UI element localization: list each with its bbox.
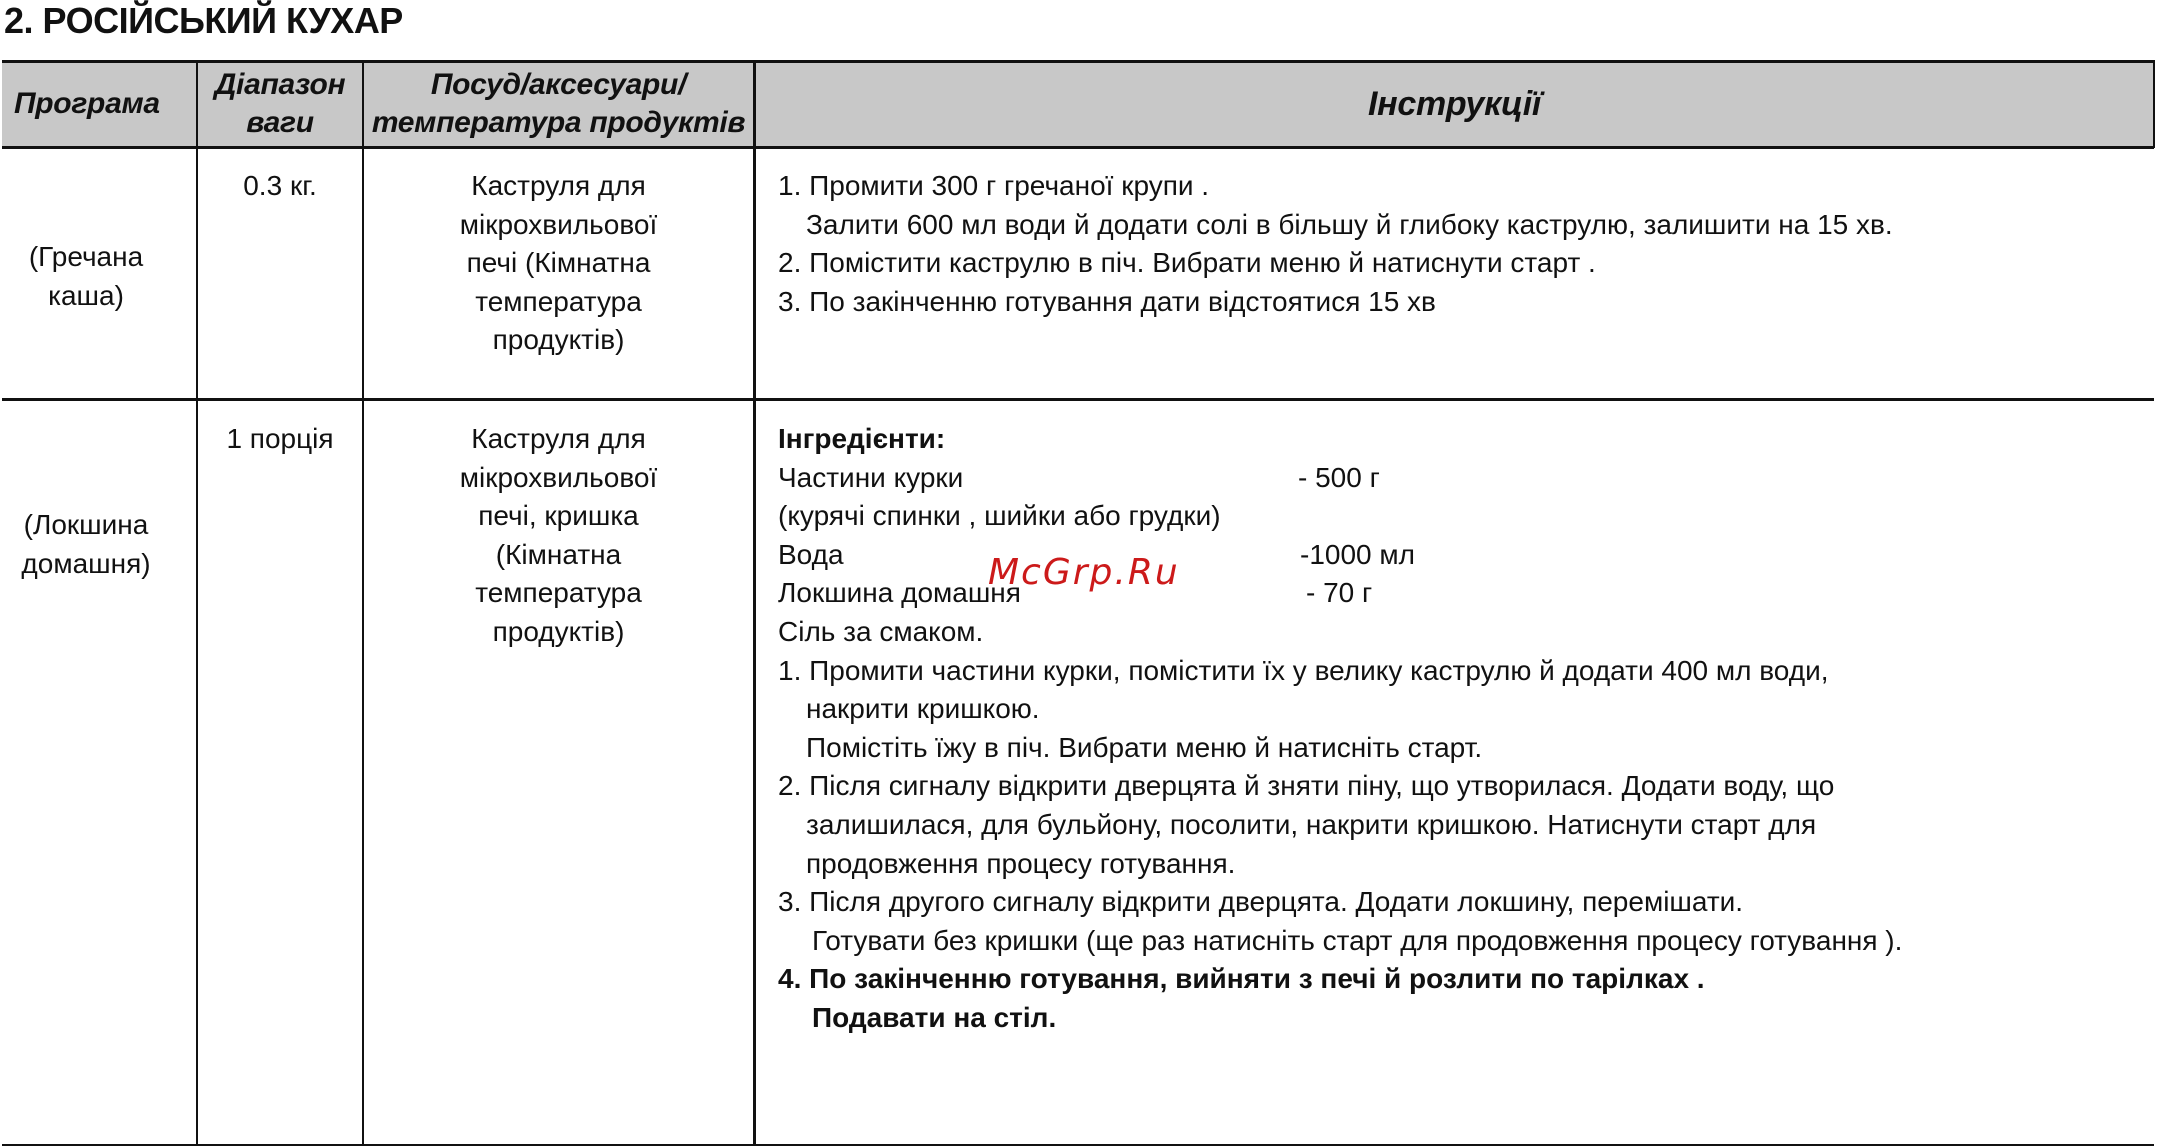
column-divider [196, 60, 198, 1146]
row1-step: Залити 600 мл води й додати солі в більшу й глибоку каструлю, залишити на 15 хв. [806, 208, 1893, 240]
row2-step: 2. Після сигналу відкрити дверцята й зняти піну, що утворилася. Додати воду, що [778, 770, 1835, 802]
row1-weight: 0.3 кг. [243, 170, 317, 201]
row1-dish [364, 167, 753, 360]
row2-program-line2: домашня) [21, 547, 151, 579]
row2-dish [364, 420, 753, 652]
ingredient-name: Частини курки [778, 461, 964, 493]
ingredient-name: (курячі спинки , шийки або грудки) [778, 500, 1221, 532]
ingredients-title: Інгредієнти: [778, 423, 946, 454]
ingredient-row [778, 459, 2148, 498]
row2-dish-line: мікрохвильової [459, 461, 658, 493]
row1-program-line2: каша) [48, 279, 124, 311]
page-title: 2. РОСІЙСЬКИЙ КУХАР [4, 0, 403, 41]
row1-program-line1: (Гречана [28, 241, 144, 272]
row1-dish-line: печі (Кімнатна [466, 247, 651, 279]
header-weight [198, 62, 362, 146]
ingredient-row [778, 613, 2148, 652]
row1-dish-line: температура [475, 285, 642, 317]
row2-dish-line: (Кімнатна [495, 538, 622, 570]
watermark: McGrp.Ru [988, 552, 1180, 593]
ingredient-row [778, 497, 2148, 536]
row2-step: накрити кришкою. [806, 693, 1040, 725]
header-instructions-label: Інструкції [1367, 85, 1541, 123]
row2-step-final: 4. По закінченню готування, вийняти з печі й розлити по тарілках . [778, 963, 1705, 995]
row2-dish-line: Каструля для [471, 423, 646, 454]
row2-instructions [778, 420, 2148, 1038]
ingredient-name: Сіль за смаком. [778, 615, 984, 647]
row1-step: 1. Промити 300 г гречаної крупи . [778, 170, 1210, 201]
row2-dish-line: печі, кришка [478, 500, 639, 532]
row2-step: залишилася, для бульйону, посолити, накрити кришкою. Натиснути старт для [806, 808, 1817, 840]
row-divider [2, 398, 2154, 401]
row1-program [0, 238, 172, 315]
row2-step: Готувати без кришки (ще раз натисніть старт для продовження процесу готування ). [812, 924, 1903, 956]
header-dish [364, 62, 753, 146]
row2-step: Помістіть їжу в піч. Вибрати меню й натисніть старт. [806, 731, 1483, 763]
row1-dish-line: продуктів) [492, 324, 625, 356]
row2-weight: 1 порція [226, 423, 334, 454]
row2-step: 1. Промити частини курки, помістити їх у велику каструлю й додати 400 мл води, [778, 654, 1829, 686]
row1-step: 3. По закінченню готування дати відстоятися 15 хв [778, 285, 1436, 317]
ingredient-amount: -1000 мл [1300, 538, 1415, 570]
row2-program [0, 506, 172, 583]
ingredient-row [778, 574, 2148, 613]
header-right-border [2153, 60, 2155, 148]
row2-dish-line: температура [475, 577, 642, 609]
header-dish-line1: Посуд/аксесуари/ [430, 68, 687, 101]
header-program [2, 62, 196, 146]
row2-step: 3. Після другого сигналу відкрити дверцята. Додати локшину, перемішати. [778, 886, 1744, 918]
row1-instructions [778, 167, 2148, 321]
header-weight-line2: ваги [246, 106, 314, 139]
row2-dish-line: продуктів) [492, 615, 625, 647]
ingredient-row [778, 536, 2148, 575]
header-bottom-border [2, 146, 2154, 149]
row2-step-final: Подавати на стіл. [812, 1001, 1057, 1033]
header-dish-line2: температура продуктів [371, 106, 746, 139]
header-weight-line1: Діапазон [214, 68, 346, 101]
ingredient-amount: - 500 г [1298, 461, 1380, 493]
row1-dish-line: Каструля для [471, 170, 646, 201]
row1-step: 2. Помістити каструлю в піч. Вибрати меню й натиснути старт . [778, 247, 1596, 279]
ingredient-name: Локшина домашня [778, 577, 1021, 609]
column-divider [753, 60, 756, 1146]
header-instructions [756, 62, 2153, 146]
row1-dish-line: мікрохвильової [459, 208, 658, 240]
row2-program-line1: (Локшина [23, 509, 149, 540]
ingredient-name: Вода [778, 538, 844, 570]
header-program-label: Програма [14, 87, 160, 120]
ingredient-amount: - 70 г [1306, 577, 1373, 609]
row2-step: продовження процесу готування. [806, 847, 1236, 879]
